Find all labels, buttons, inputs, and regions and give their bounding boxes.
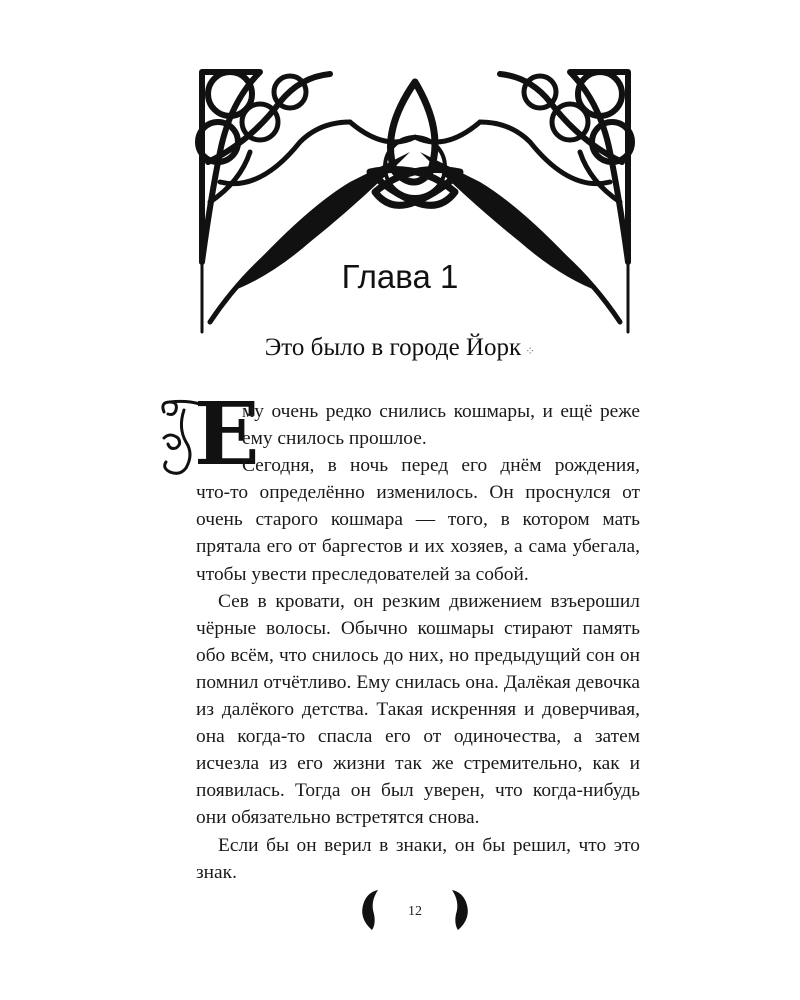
paragraph-2-line-1: Сегодня, в ночь перед его днём рождения, — [242, 455, 640, 477]
paragraph-3: Сев в кровати, он резким движением взъерошил чёрные волосы. Обычно кошмары стирают память обо всём, что снилось до них, но предыдущий сон он помнил отчётливо. Ему снилась она. Далёкая девочка из далёкого детства. Такая искренняя и доверчивая, она когда-то спасла его от одиночества, а затем исчезла из его жизни так же стремительно, как и появилась. Тогда он был уверен, что когда-нибудь они обязательно встретятся снова. — [196, 590, 640, 829]
paragraph-2 — [196, 452, 640, 587]
subtitle-text: Это было в городе Йорк — [264, 334, 522, 361]
subtitle-marker: ⁘ — [525, 344, 536, 358]
paragraph-1 — [196, 398, 640, 452]
paragraph-2-rest: что-то определённо изменилось. Он проснулся от очень старого кошмара — того, в котором мать прятала его от баргестов и их хозяев, а сама убегала, чтобы увести преследователей за собой. — [196, 482, 640, 585]
paragraph-4: Если бы он верил в знаки, он бы решил, что это знак. — [196, 834, 640, 883]
paragraph-1-line-1: му очень редко снились кошмары, и ещё реже — [242, 401, 640, 422]
paragraph-1-line-2: ему снилось прошлое. — [242, 428, 427, 450]
chapter-subtitle — [0, 334, 800, 362]
celtic-knot-ornament-icon — [190, 62, 640, 342]
chapter-body — [196, 398, 640, 886]
page-number: 12 — [408, 904, 422, 919]
page-footer — [350, 888, 480, 938]
drop-cap-letter: Е — [194, 384, 260, 485]
chapter-title: Глава 1 — [341, 258, 459, 295]
